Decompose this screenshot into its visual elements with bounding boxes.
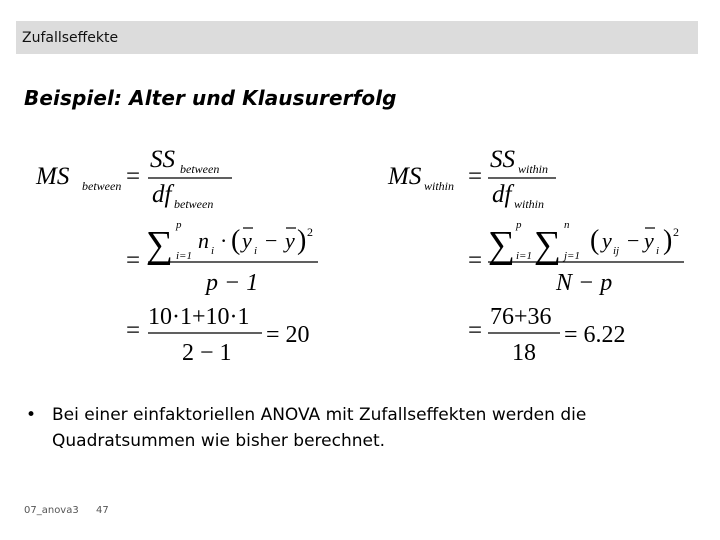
within-subscript: within: [424, 179, 455, 193]
minus-sign: −: [265, 228, 278, 253]
ss-symbol: SS: [490, 146, 515, 173]
within-numerator: 76+36: [490, 304, 552, 330]
df-symbol: df: [492, 181, 512, 208]
df-symbol: df: [152, 181, 172, 208]
within-subscript: within: [518, 162, 549, 176]
within-subscript: within: [514, 197, 545, 211]
equals-sign: =: [126, 247, 141, 274]
sum-index: j=1: [564, 250, 580, 262]
equals-sign: =: [126, 163, 141, 190]
sum-upper-limit: n: [564, 219, 570, 231]
equals-sign: =: [468, 317, 483, 344]
y-mean-i: y: [644, 228, 654, 253]
i-subscript: i: [254, 245, 258, 257]
dot-operator: ·: [220, 228, 228, 253]
sum-index: i=1: [516, 250, 532, 262]
bullet-text: Bei einer einfaktoriellen ANOVA mit Zufallseffekten werden die Quadratsummen wie bisher berechnet.: [52, 405, 587, 451]
minus-sign: −: [627, 228, 640, 253]
sum-symbol: ∑: [534, 224, 562, 266]
n-i-symbol: n: [198, 228, 209, 253]
between-subscript: between: [174, 197, 214, 211]
equals-sign: =: [468, 247, 483, 274]
close-paren: ): [663, 225, 673, 256]
denominator-between: p − 1: [206, 270, 259, 296]
bullet-marker: •: [26, 405, 37, 425]
denominator-within: N − p: [556, 270, 613, 296]
page-number: 47: [96, 505, 109, 516]
between-result: = 20: [266, 322, 310, 348]
footer-file-label: 07_anova3: [24, 505, 79, 516]
y-mean-i: y: [242, 228, 252, 253]
sum-index: i=1: [176, 250, 192, 262]
y-ij: y: [602, 228, 612, 253]
between-denominator: 2 − 1: [182, 340, 232, 366]
equals-sign: =: [126, 317, 141, 344]
sum-upper-limit: p: [176, 219, 182, 231]
ms-symbol: MS: [36, 163, 70, 190]
within-result: = 6.22: [564, 322, 626, 348]
i-subscript: i: [211, 245, 215, 257]
ms-within-formula: [387, 146, 684, 366]
i-subscript: i: [656, 245, 660, 257]
ss-symbol: SS: [150, 146, 175, 173]
ms-between-formula: [35, 146, 318, 366]
ms-symbol: MS: [388, 163, 422, 190]
sum-symbol: ∑: [146, 224, 174, 266]
within-denominator: 18: [512, 340, 536, 366]
section-label: Zufallseffekte: [22, 29, 119, 46]
between-numerator: 10·1+10·1: [148, 304, 250, 330]
bullet-item: [26, 402, 706, 454]
ij-subscript: ij: [613, 245, 620, 257]
open-paren: (: [231, 225, 241, 256]
close-paren: ): [297, 225, 307, 256]
sum-upper-limit: p: [516, 219, 522, 231]
equals-sign: =: [468, 163, 483, 190]
open-paren: (: [590, 225, 600, 256]
slide-title: Beispiel: Alter und Klausurerfolg: [24, 86, 397, 110]
sum-symbol: ∑: [488, 224, 516, 266]
exponent: 2: [307, 225, 313, 239]
y-grand-mean: y: [285, 228, 295, 253]
exponent: 2: [673, 225, 679, 239]
between-subscript: between: [82, 179, 122, 193]
between-subscript: between: [180, 162, 220, 176]
